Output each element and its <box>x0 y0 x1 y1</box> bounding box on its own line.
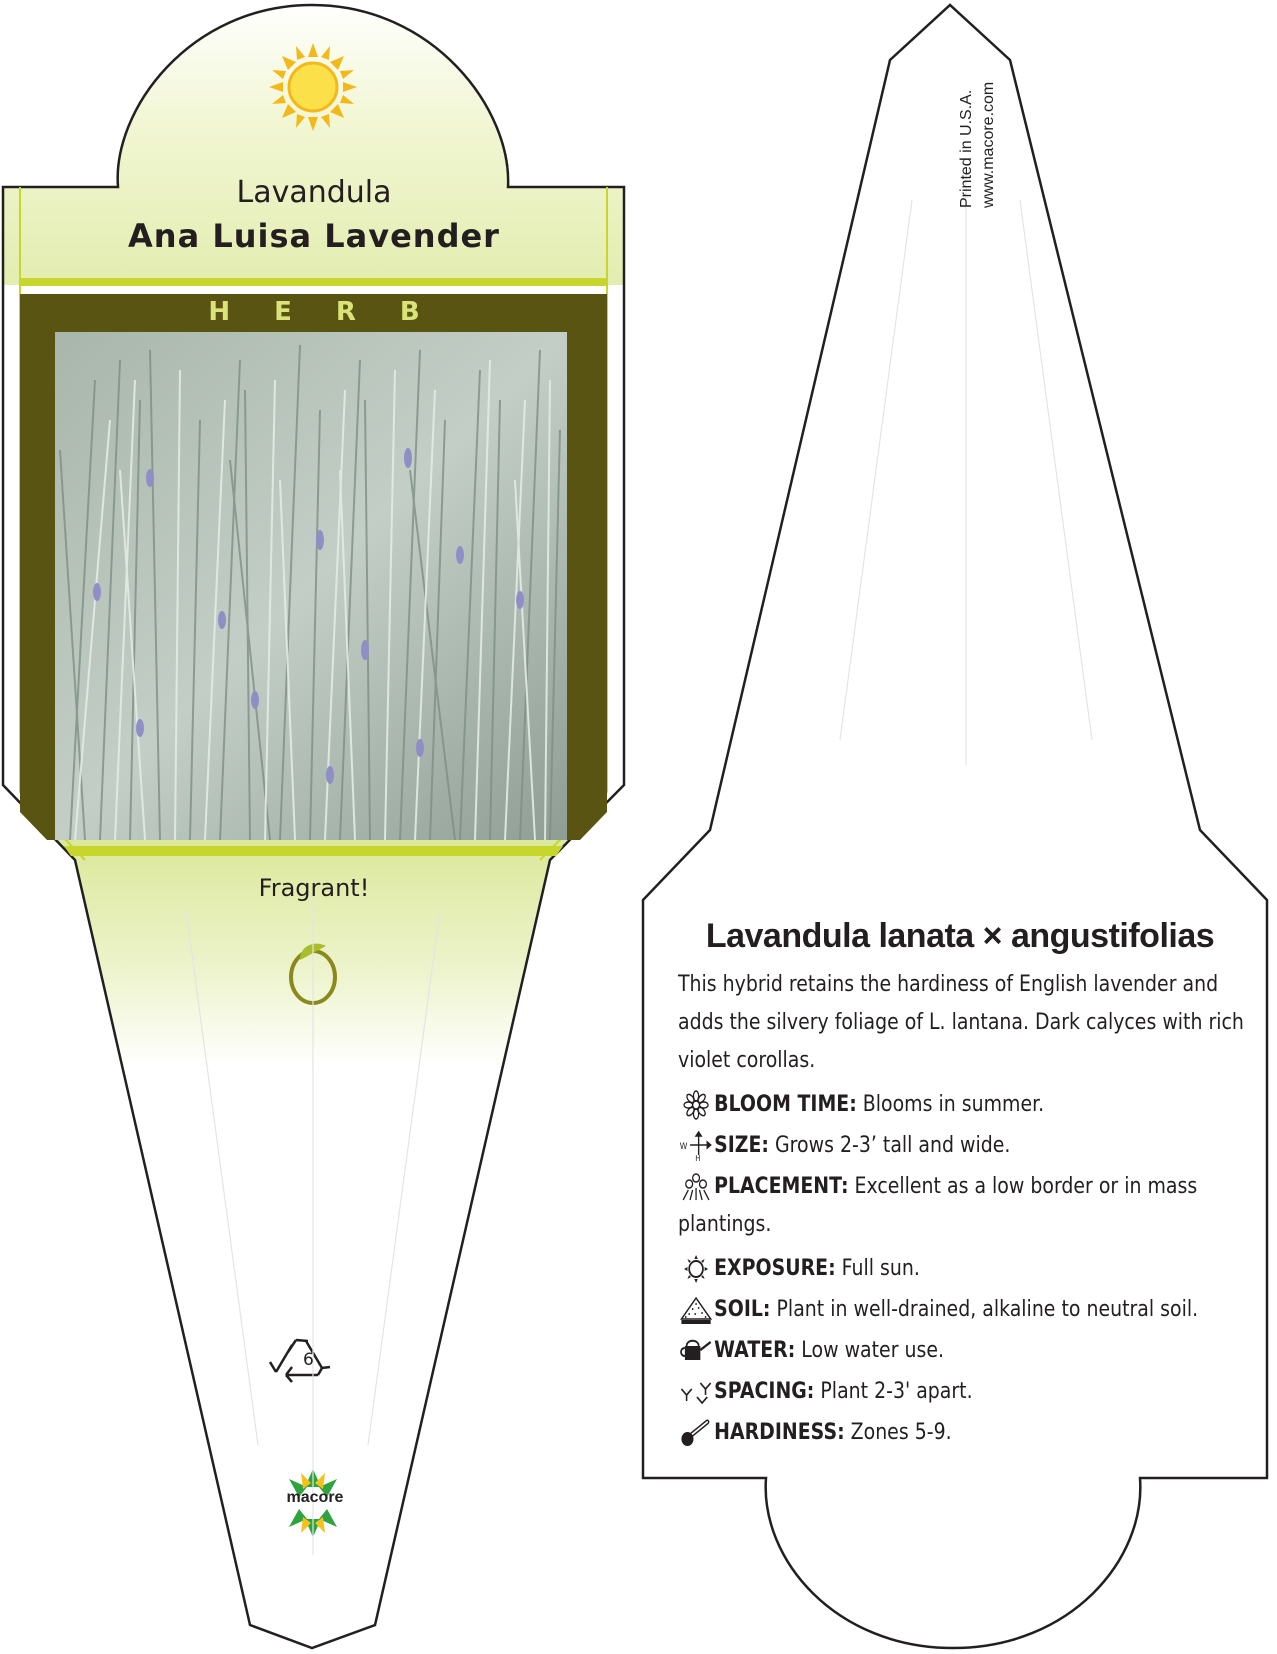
brand-name: macore <box>286 1489 344 1506</box>
svg-text:H: H <box>695 1153 701 1161</box>
attr-value: Low water use. <box>801 1338 945 1363</box>
plant-tagline: Fragrant! <box>258 874 370 902</box>
plant-photo <box>55 332 567 840</box>
attr-value: Plant 2-3' apart. <box>820 1379 973 1404</box>
sun-icon <box>269 43 357 131</box>
plant-category: HERB <box>208 297 464 327</box>
website: www.macore.com <box>980 81 997 208</box>
attr-exposure <box>678 1250 920 1288</box>
attr-value: Plant in well-drained, alkaline to neutral soil. <box>776 1297 1199 1322</box>
attr-value: Blooms in summer. <box>862 1092 1045 1117</box>
attr-value: Grows 2-3’ tall and wide. <box>775 1133 1011 1158</box>
attr-label: SIZE: <box>714 1133 769 1158</box>
attr-label: WATER: <box>714 1338 796 1363</box>
attr-spacing <box>678 1373 973 1411</box>
flower-icon <box>678 1090 714 1120</box>
attr-size <box>678 1127 1010 1165</box>
header-divider <box>20 278 607 286</box>
plant-common-name: Ana Luisa Lavender <box>128 217 500 255</box>
spacing-icon <box>678 1377 714 1407</box>
printed-in: Printed in U.S.A. <box>958 89 975 208</box>
thermometer-icon <box>678 1418 714 1448</box>
size-arrows-icon <box>678 1131 714 1161</box>
recycle-6-icon <box>270 1340 330 1382</box>
soil-icon <box>678 1295 714 1325</box>
attr-value: Full sun. <box>841 1256 920 1281</box>
printed-credit <box>956 82 1000 208</box>
attr-soil <box>678 1291 1198 1329</box>
attr-label: SOIL: <box>714 1297 771 1322</box>
attr-bloom-time <box>678 1086 1044 1124</box>
placement-icon <box>678 1172 714 1202</box>
sun-icon <box>678 1254 714 1284</box>
recycle-number: 6 <box>303 1350 314 1370</box>
attr-label: EXPOSURE: <box>714 1256 836 1281</box>
attr-label: HARDINESS: <box>714 1420 845 1445</box>
photo-bottom-bar <box>64 846 563 856</box>
attr-hardiness <box>678 1414 952 1452</box>
attr-value: Excellent as a low border or in mass plantings. <box>678 1174 1198 1237</box>
attr-label: SPACING: <box>714 1379 815 1404</box>
attr-placement <box>678 1168 1220 1244</box>
attr-label: BLOOM TIME: <box>714 1092 857 1117</box>
attr-water <box>678 1332 944 1370</box>
plant-description: This hybrid retains the hardiness of English lavender and adds the silvery foliage of L. lantana. Dark calyces with rich violet corollas. <box>678 972 1244 1073</box>
attr-label: PLACEMENT: <box>714 1174 849 1199</box>
plant-genus: Lavandula <box>236 175 392 210</box>
scientific-name: Lavandula lanata × angustifolias <box>705 917 1215 955</box>
svg-text:W: W <box>679 1140 688 1152</box>
watering-can-icon <box>678 1336 714 1366</box>
attr-value: Zones 5-9. <box>850 1420 952 1445</box>
